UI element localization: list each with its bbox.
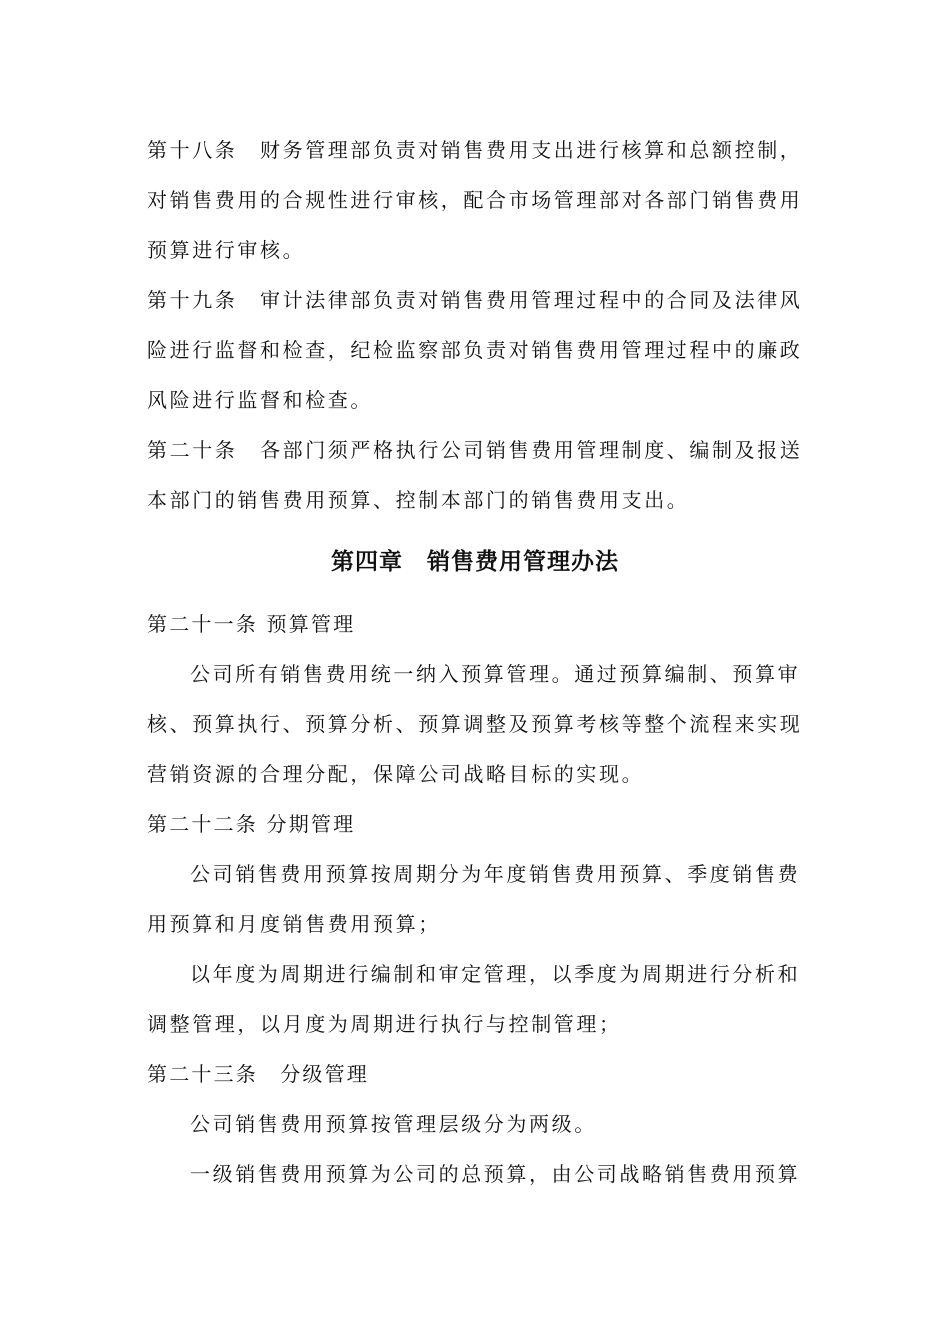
- article-23-title: 第二十三条 分级管理: [147, 1062, 369, 1086]
- article-23-line-1: 公司销售费用预算按管理层级分为两级。: [190, 1112, 597, 1136]
- article-21-line-3: 营销资源的合理分配，保障公司战略目标的实现。: [147, 762, 645, 786]
- article-22-line-2: 用预算和月度销售费用预算；: [147, 912, 441, 936]
- article-20-line-1: 第二十条 各部门须严格执行公司销售费用管理制度、编制及报送: [147, 438, 803, 462]
- chapter-heading: 第四章 销售费用管理办法: [331, 549, 619, 575]
- article-21-line-2: 核、预算执行、预算分析、预算调整及预算考核等整个流程来实现: [147, 712, 803, 736]
- article-18-line-1: 第十八条 财务管理部负责对销售费用支出进行核算和总额控制，: [147, 138, 803, 162]
- article-21-title: 第二十一条 预算管理: [147, 612, 356, 636]
- article-18-line-3: 预算进行审核。: [147, 238, 306, 262]
- article-22-line-4: 调整管理，以月度为周期进行执行与控制管理；: [147, 1012, 622, 1036]
- article-22-line-1: 公司销售费用预算按周期分为年度销售费用预算、季度销售费: [190, 862, 801, 886]
- article-21-line-1: 公司所有销售费用统一纳入预算管理。通过预算编制、预算审: [190, 662, 801, 686]
- article-19-line-1: 第十九条 审计法律部负责对销售费用管理过程中的合同及法律风: [147, 288, 803, 312]
- article-18-line-2: 对销售费用的合规性进行审核，配合市场管理部对各部门销售费用: [147, 188, 803, 212]
- article-23-line-2: 一级销售费用预算为公司的总预算，由公司战略销售费用预算: [190, 1162, 801, 1186]
- article-22-line-3: 以年度为周期进行编制和审定管理，以季度为周期进行分析和: [190, 962, 801, 986]
- article-19-line-3: 风险进行监督和检查。: [147, 388, 373, 412]
- article-20-line-2: 本部门的销售费用预算、控制本部门的销售费用支出。: [147, 488, 690, 512]
- article-19-line-2: 险进行监督和检查，纪检监察部负责对销售费用管理过程中的廉政: [147, 338, 803, 362]
- article-22-title: 第二十二条 分期管理: [147, 812, 356, 836]
